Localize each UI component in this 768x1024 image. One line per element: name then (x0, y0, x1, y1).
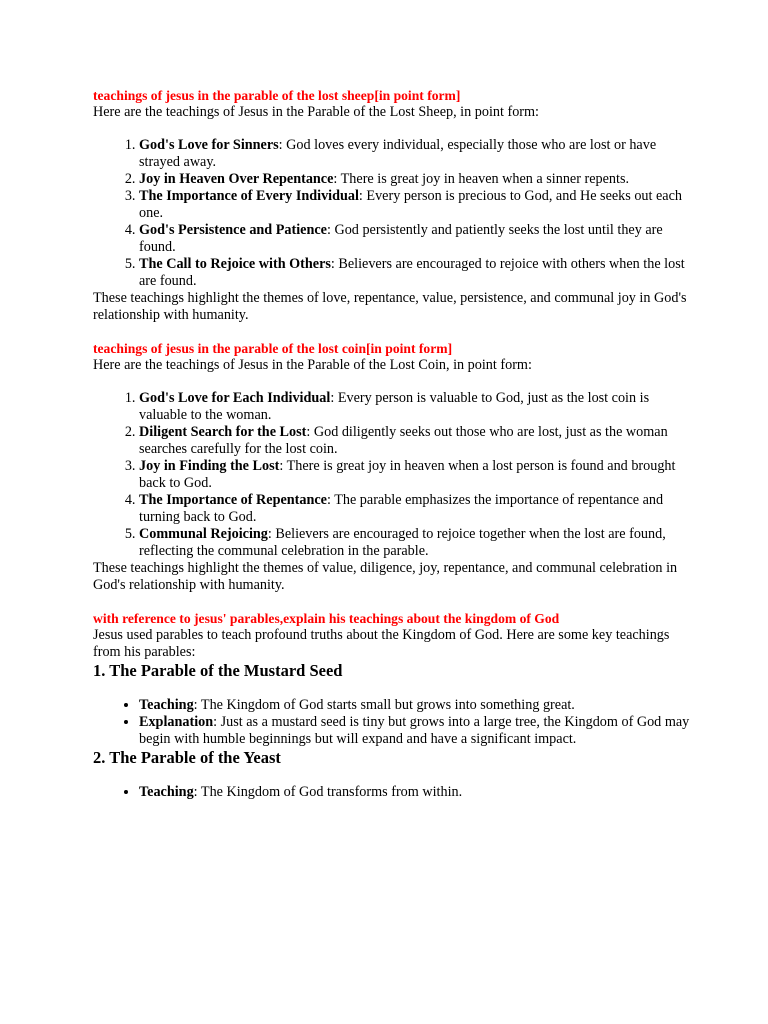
heading-yeast: 2. The Parable of the Yeast (93, 748, 281, 767)
section-heading-lost-sheep: teachings of jesus in the parable of the lost sheep[in point form] (93, 88, 461, 103)
list-lost-sheep (93, 137, 693, 290)
list-item: 2. Diligent Search for the Lost: God diligently seeks out those who are lost, just as the woman searches carefully for the lost coin. (139, 424, 693, 458)
list-item: • Teaching: The Kingdom of God starts small but grows into something great. (139, 697, 693, 714)
list-item: 2. Joy in Heaven Over Repentance: There is great joy in heaven when a sinner repents. (139, 171, 693, 188)
list-item: 5. The Call to Rejoice with Others: Believers are encouraged to rejoice with others when the lost are found. (139, 256, 693, 290)
list-item: 1. God's Love for Sinners: God loves every individual, especially those who are lost or have strayed away. (139, 137, 693, 171)
summary-lost-coin: These teachings highlight the themes of value, diligence, joy, repentance, and communal celebration in God's relationship with humanity. (93, 560, 678, 593)
document-body (93, 87, 693, 801)
list-item: 5. Communal Rejoicing: Believers are encouraged to rejoice together when the lost are found, reflecting the communal celebration in the parable. (139, 526, 693, 560)
heading-mustard-seed: 1. The Parable of the Mustard Seed (93, 661, 343, 680)
intro-lost-sheep: Here are the teachings of Jesus in the Parable of the Lost Sheep, in point form: (93, 104, 539, 120)
list-item: 1. God's Love for Each Individual: Every person is valuable to God, just as the lost coin is valuable to the woman. (139, 390, 693, 424)
list-yeast (93, 784, 693, 801)
list-item: 4. The Importance of Repentance: The parable emphasizes the importance of repentance and turning back to God. (139, 492, 693, 526)
intro-kingdom: Jesus used parables to teach profound truths about the Kingdom of God. Here are some key teachings from his parables: (93, 627, 670, 660)
list-item: • Explanation: Just as a mustard seed is tiny but grows into a large tree, the Kingdom of God may begin with humble beginnings but will expand and have a significant impact. (139, 714, 693, 748)
section-heading-kingdom: with reference to jesus' parables,explain his teachings about the kingdom of God (93, 611, 560, 626)
section-heading-lost-coin: teachings of jesus in the parable of the lost coin[in point form] (93, 341, 453, 356)
list-lost-coin (93, 390, 693, 560)
summary-lost-sheep: These teachings highlight the themes of love, repentance, value, persistence, and communal joy in God's relationship with humanity. (93, 290, 687, 323)
list-mustard-seed (93, 697, 693, 748)
intro-lost-coin: Here are the teachings of Jesus in the Parable of the Lost Coin, in point form: (93, 357, 532, 373)
list-item: • Teaching: The Kingdom of God transforms from within. (139, 784, 693, 801)
list-item: 3. The Importance of Every Individual: Every person is precious to God, and He seeks out each one. (139, 188, 693, 222)
list-item: 3. Joy in Finding the Lost: There is great joy in heaven when a lost person is found and brought back to God. (139, 458, 693, 492)
list-item: 4. God's Persistence and Patience: God persistently and patiently seeks the lost until they are found. (139, 222, 693, 256)
